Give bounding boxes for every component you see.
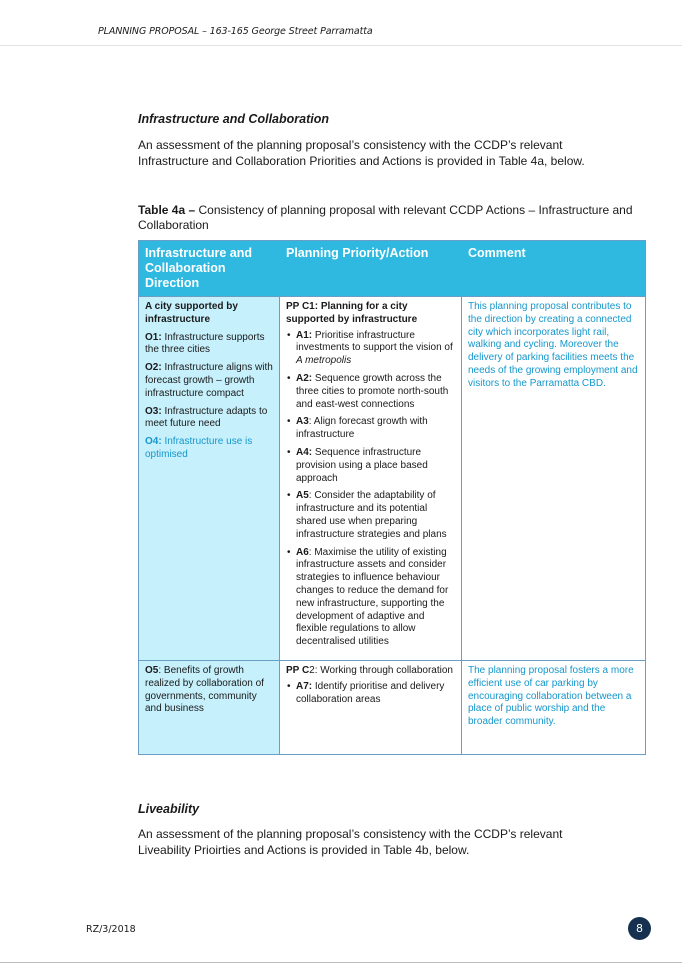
table-row: [139, 297, 646, 661]
table-caption-label: Table 4a –: [138, 203, 199, 217]
objective-o5: O5: Benefits of growth realized by collaboration of governments, community and business: [145, 664, 264, 715]
section-heading-infrastructure: Infrastructure and Collaboration: [138, 112, 329, 126]
running-header: PLANNING PROPOSAL – 163-165 George Street Parramatta: [98, 26, 373, 37]
action-a3: • A3: Align forecast growth with infrastructure: [287, 416, 428, 441]
priority-title: PP C2: Working through collaboration: [286, 664, 453, 676]
action-list: [286, 681, 455, 707]
action-a5: • A5: Consider the adaptability of infrastructure and its potential shared use when preparing infrastructure strategies and plans: [287, 490, 447, 540]
direction-cell: [139, 297, 280, 661]
page-number-badge: 8: [628, 917, 651, 940]
document-reference: RZ/3/2018: [86, 924, 136, 935]
action-a6: • A6: Maximise the utility of existing infrastructure assets and consider strategies to influence behaviour changes to reduce the demand for new infrastructure, supporting the development of adaptive and flexible regulations to allow decentralised utilities: [287, 546, 449, 648]
priority-action-cell: [280, 660, 462, 754]
section-intro-infrastructure: [138, 137, 648, 169]
action-a2: • A2: Sequence growth across the three cities to promote north-south and east-west connections: [287, 372, 449, 410]
table-header-row: [139, 241, 646, 297]
section-intro-liveability: [138, 826, 648, 858]
intro-line-1: An assessment of the planning proposal’s consistency with the CCDP’s relevant: [138, 827, 563, 841]
header-divider: [0, 45, 682, 46]
comment-cell: The planning proposal fosters a more efficient use of car parking by encouraging collaboration between a place of public worship and the broader community.: [462, 660, 646, 754]
header-priority-action: Planning Priority/Action: [280, 241, 462, 297]
table-caption: [138, 203, 648, 233]
action-a4: • A4: Sequence infrastructure provision using a place based approach: [287, 446, 428, 484]
action-a7: • A7: Identify prioritise and delivery collaboration areas: [287, 680, 445, 705]
footer-divider: [0, 962, 682, 963]
header-direction: Infrastructure and Collaboration Direction: [139, 241, 280, 297]
intro-line-2: Liveability Prioirties and Actions is provided in Table 4b, below.: [138, 843, 470, 857]
objective-o3: O3: Infrastructure adapts to meet future need: [145, 405, 268, 430]
table-caption-text: Consistency of planning proposal with relevant CCDP Actions – Infrastructure and Collaboration: [138, 203, 633, 232]
comment-cell: This planning proposal contributes to the direction by creating a connected city which incorporates light rail, walking and cycling. Moreover the delivery of parking facilities meets the needs of the growing employment and visitors to the Parramatta CBD.: [462, 297, 646, 661]
direction-title: A city supported by infrastructure: [145, 301, 238, 325]
intro-line-2: Infrastructure and Collaboration Priorities and Actions is provided in Table 4a, below.: [138, 154, 585, 168]
priority-title: PP C1: Planning for a city supported by infrastructure: [286, 301, 418, 325]
intro-line-1: An assessment of the planning proposal’s consistency with the CCDP’s relevant: [138, 138, 563, 152]
section-heading-liveability: Liveability: [138, 802, 200, 816]
ccdp-consistency-table: [138, 240, 646, 755]
header-comment: Comment: [462, 241, 646, 297]
direction-cell: [139, 660, 280, 754]
objective-o4: O4: Infrastructure use is optimised: [145, 436, 253, 460]
objective-o2: O2: Infrastructure aligns with forecast growth – growth infrastructure compact: [145, 362, 273, 399]
objective-o1: O1: Infrastructure supports the three cities: [145, 331, 265, 356]
table-row: [139, 660, 646, 754]
priority-action-cell: [280, 297, 462, 661]
action-a1: • A1: Prioritise infrastructure investments to support the vision of A metropolis: [287, 329, 453, 367]
action-list: [286, 330, 455, 649]
